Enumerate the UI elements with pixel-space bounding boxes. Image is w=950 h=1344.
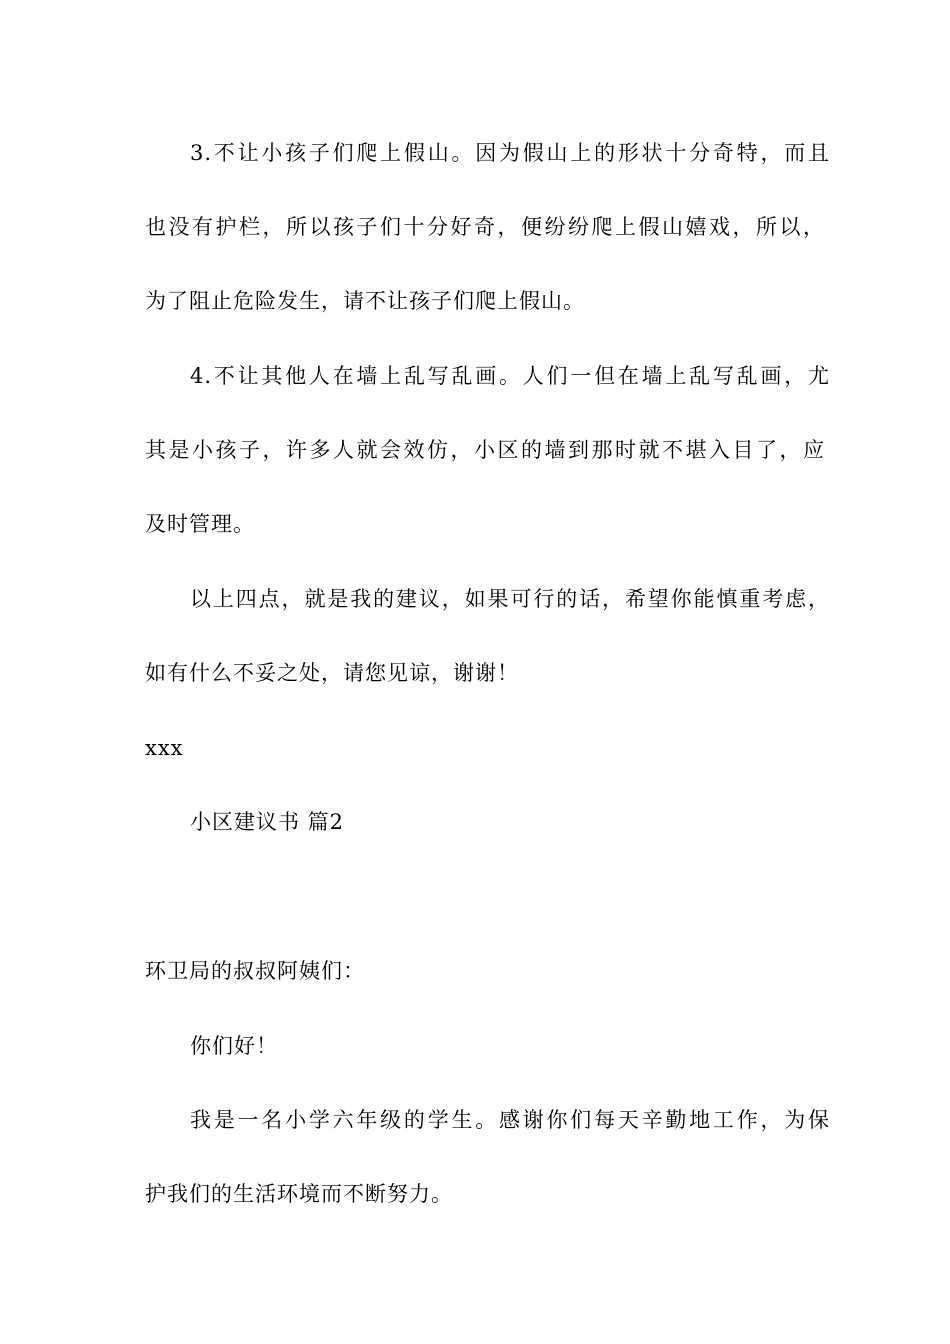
signature: xxx — [145, 736, 184, 760]
paragraph-4-line-2: 其是小孩子，许多人就会效仿，小区的墙到那时就不堪入目了，应 — [145, 438, 825, 462]
paragraph-4-line-3: 及时管理。 — [145, 512, 255, 536]
greeting: 你们好！ — [190, 1034, 278, 1058]
section-title: 小区建议书 篇2 — [190, 810, 345, 834]
paragraph-3-line-3: 为了阻止危险发生，请不让孩子们爬上假山。 — [145, 289, 585, 313]
paragraph-3-line-2: 也没有护栏，所以孩子们十分好奇，便纷纷爬上假山嬉戏，所以， — [145, 215, 825, 239]
closing-line-2: 如有什么不妥之处，请您见谅，谢谢！ — [145, 661, 519, 685]
closing-line-1: 以上四点，就是我的建议，如果可行的话，希望你能慎重考虑， — [190, 587, 830, 611]
salutation: 环卫局的叔叔阿姨们： — [145, 959, 365, 983]
paragraph-3-line-1: 3.不让小孩子们爬上假山。因为假山上的形状十分奇特，而且 — [190, 141, 830, 165]
paragraph-4-line-1: 4.不让其他人在墙上乱写乱画。人们一但在墙上乱写乱画，尤 — [190, 364, 830, 388]
intro-line-1: 我是一名小学六年级的学生。感谢你们每天辛勤地工作，为保 — [190, 1108, 830, 1132]
intro-line-2: 护我们的生活环境而不断努力。 — [145, 1182, 453, 1206]
